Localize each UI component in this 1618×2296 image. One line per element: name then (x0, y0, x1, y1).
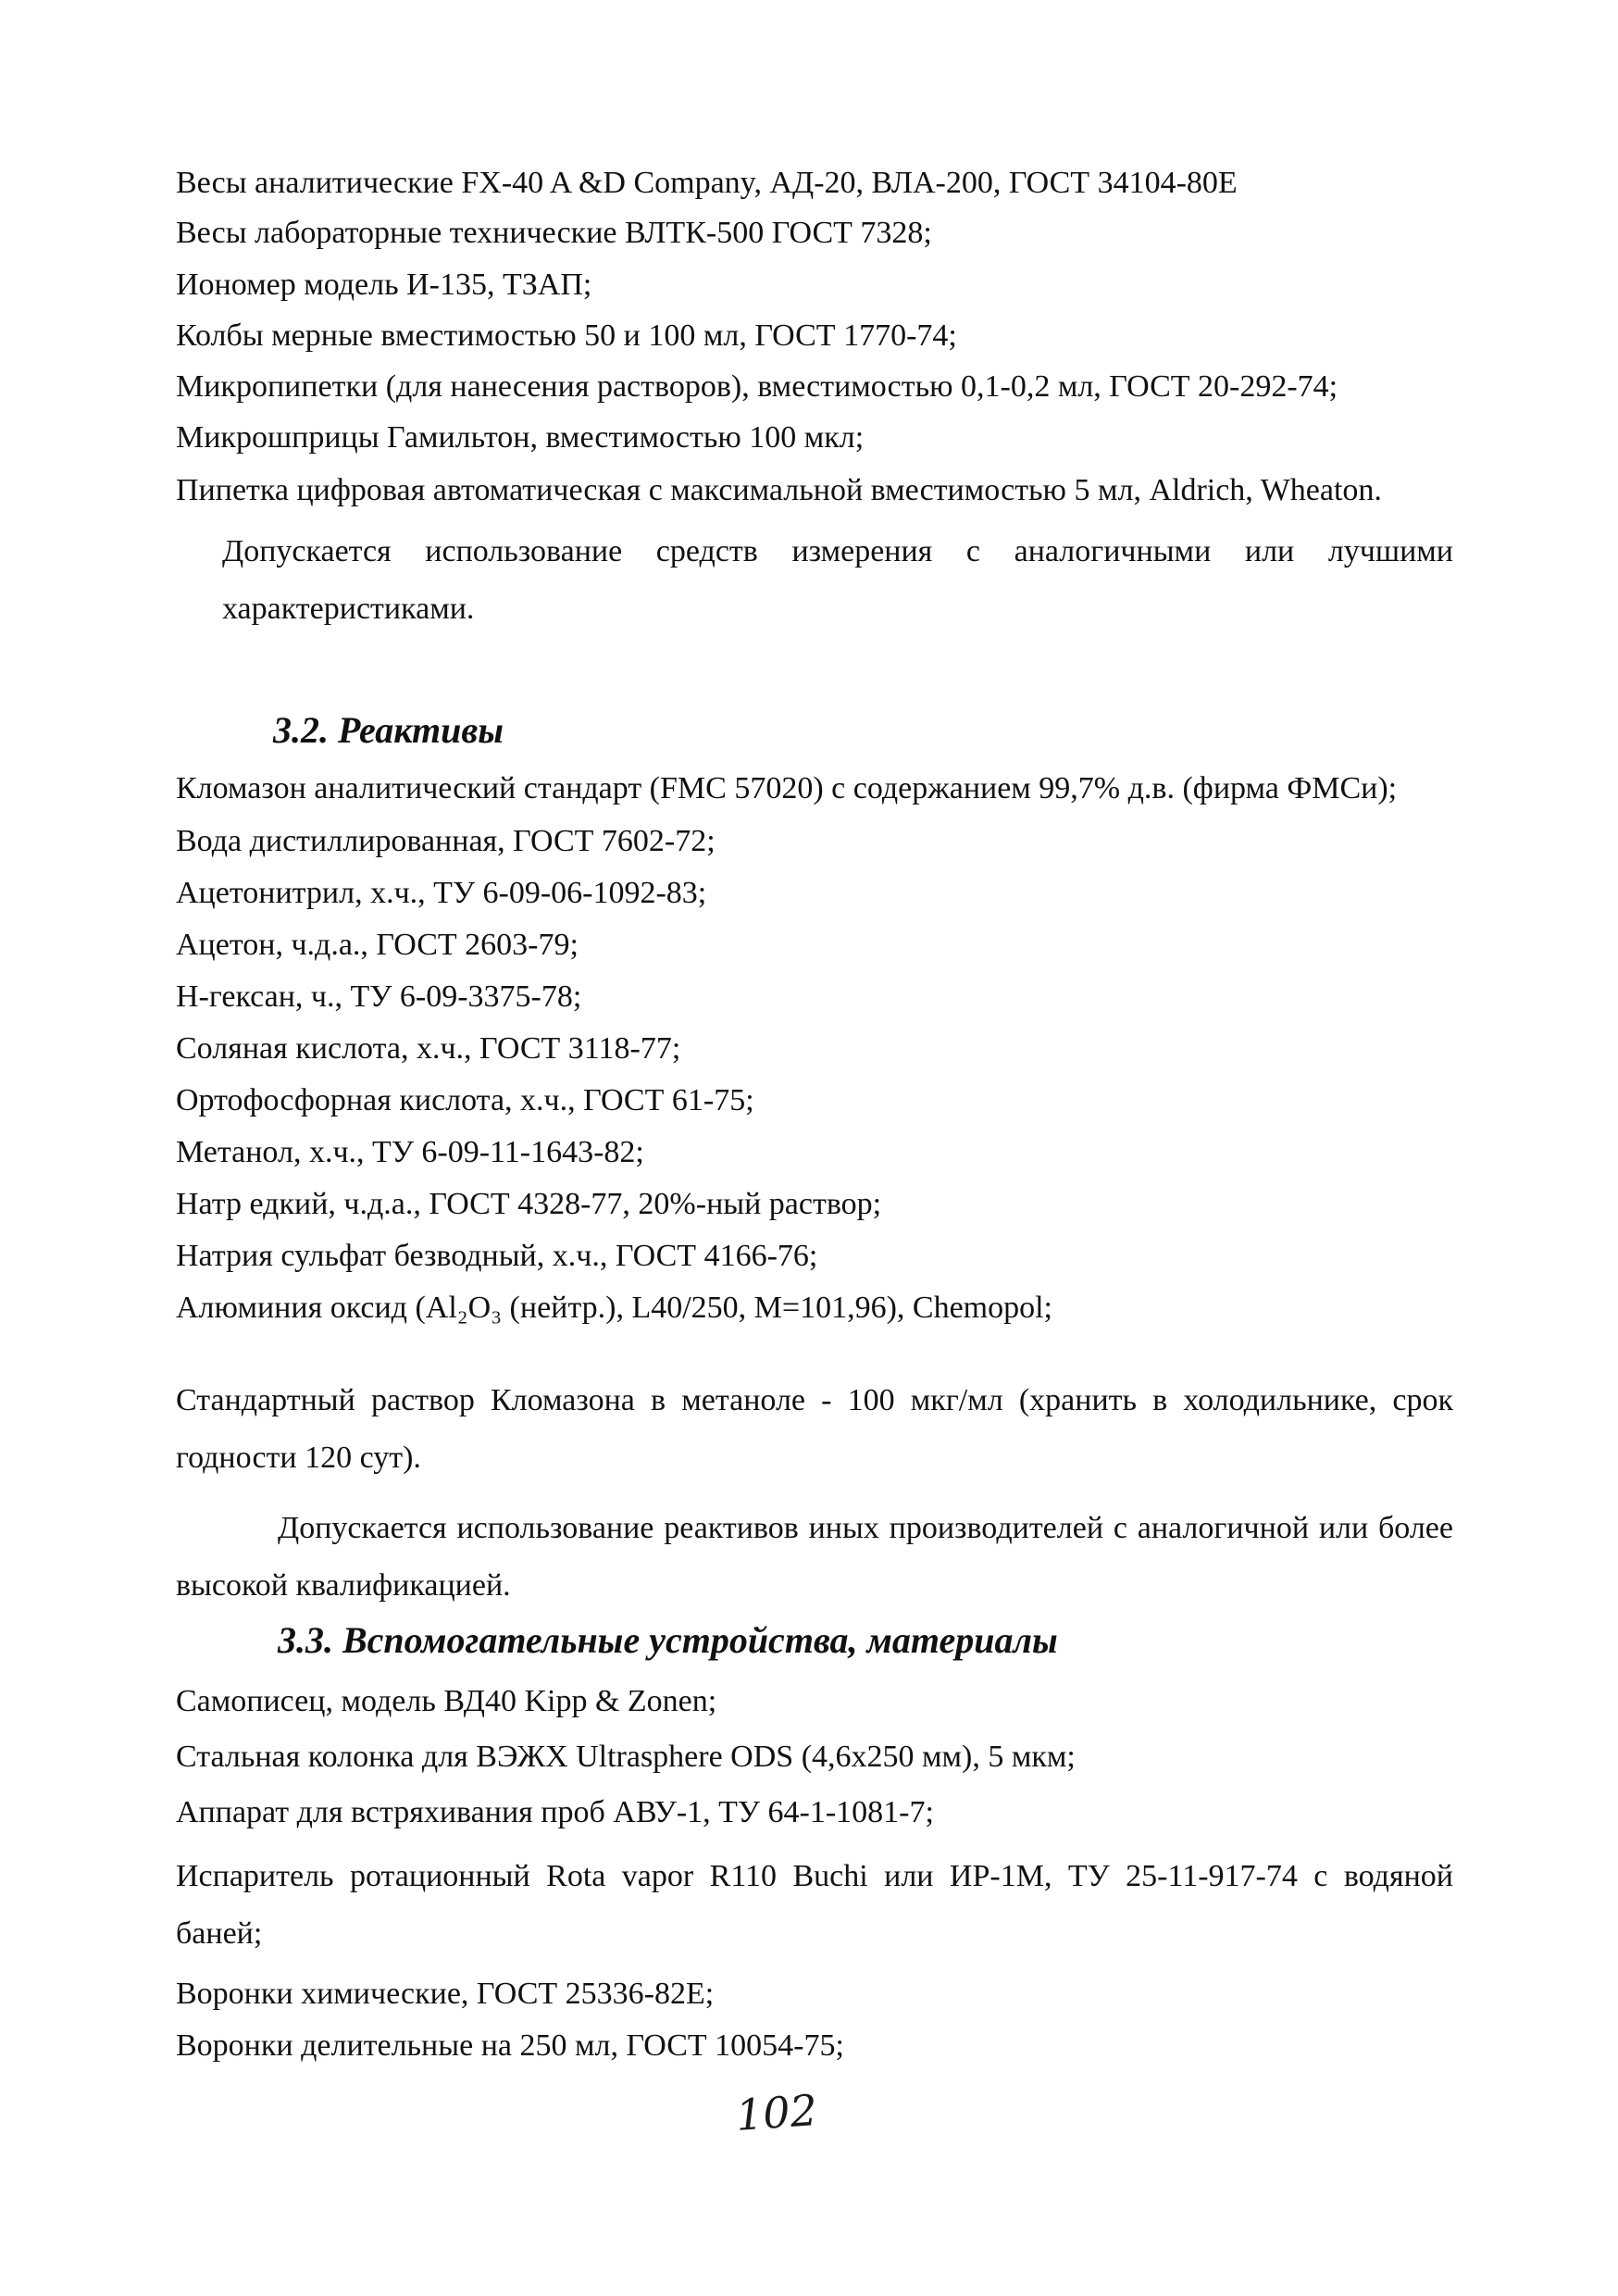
equipment-item: Пипетка цифровая автоматическая с максимальной вместимостью 5 мл, Aldrich, Wheaton. (176, 473, 1382, 507)
reagent-item: Алюминия оксид (Al₂O₃ (нейтр.), L40/250, M=101,96), Chemopol; (176, 1291, 1053, 1325)
reagent-item: Натр едкий, ч.д.а., ГОСТ 4328-77, 20%-ный раствор; (176, 1187, 882, 1221)
reagent-item: Ацетонитрил, х.ч., ТУ 6-09-06-1092-83; (176, 876, 707, 910)
reagent-item: Натрия сульфат безводный, х.ч., ГОСТ 4166-76; (176, 1239, 818, 1273)
reagent-item: Вода дистиллированная, ГОСТ 7602-72; (176, 824, 716, 858)
reagent-item: Стандартный раствор Кломазона в метаноле - 100 мкг/мл (хранить в холодильнике, срок годности 120 сут). (176, 1383, 1453, 1475)
reagent-item: Н-гексан, ч., ТУ 6-09-3375-78; (176, 980, 582, 1014)
equipment-item: Весы лабораторные технические ВЛТК-500 ГОСТ 7328; (176, 216, 932, 250)
equipment-item: Весы аналитические FX-40 A &D Company, АД-20, ВЛА-200, ГОСТ 34104-80Е (176, 166, 1238, 200)
aux-item: Воронки делительные на 250 мл, ГОСТ 10054-75; (176, 2028, 844, 2063)
section-heading-reagents: 3.2. Реактивы (273, 709, 504, 751)
aux-item: Самописец, модель ВД40 Kipp & Zonen; (176, 1684, 717, 1718)
reagents-note: Допускается использование реактивов иных производителей с аналогичной или более высокой квалификацией. (176, 1511, 1453, 1603)
aux-item: Аппарат для встряхивания проб АВУ-1, ТУ 64-1-1081-7; (176, 1795, 934, 1829)
reagent-item: Метанол, х.ч., ТУ 6-09-11-1643-82; (176, 1135, 644, 1169)
reagent-item: Ортофосфорная кислота, х.ч., ГОСТ 61-75; (176, 1083, 754, 1117)
equipment-item: Микропипетки (для нанесения растворов), вместимостью 0,1-0,2 мл, ГОСТ 20-292-74; (176, 369, 1338, 404)
page-number: 102 (734, 2085, 819, 2140)
equipment-item: Иономер модель И-135, ТЗАП; (176, 268, 592, 302)
aux-item: Стальная колонка для ВЭЖХ Ultrasphere ODS (4,6x250 мм), 5 мкм; (176, 1740, 1076, 1774)
reagent-item: Кломазон аналитический стандарт (FMC 57020) с содержанием 99,7% д.в. (фирма ФМСи); (176, 771, 1398, 805)
aux-item: Испаритель ротационный Rota vapor R110 Buchi или ИР-1М, ТУ 25-11-917-74 с водяной баней; (176, 1859, 1453, 1951)
equipment-item: Микрошприцы Гамильтон, вместимостью 100 мкл; (176, 420, 865, 455)
reagent-item: Соляная кислота, х.ч., ГОСТ 3118-77; (176, 1031, 681, 1066)
equipment-note: Допускается использование средств измерения с аналогичными или лучшими характеристиками. (222, 534, 1453, 626)
aux-item: Воронки химические, ГОСТ 25336-82Е; (176, 1977, 715, 2011)
equipment-item: Колбы мерные вместимостью 50 и 100 мл, ГОСТ 1770-74; (176, 318, 957, 353)
reagent-item: Ацетон, ч.д.а., ГОСТ 2603-79; (176, 928, 579, 962)
section-heading-aux: 3.3. Вспомогательные устройства, материалы (278, 1619, 1058, 1661)
